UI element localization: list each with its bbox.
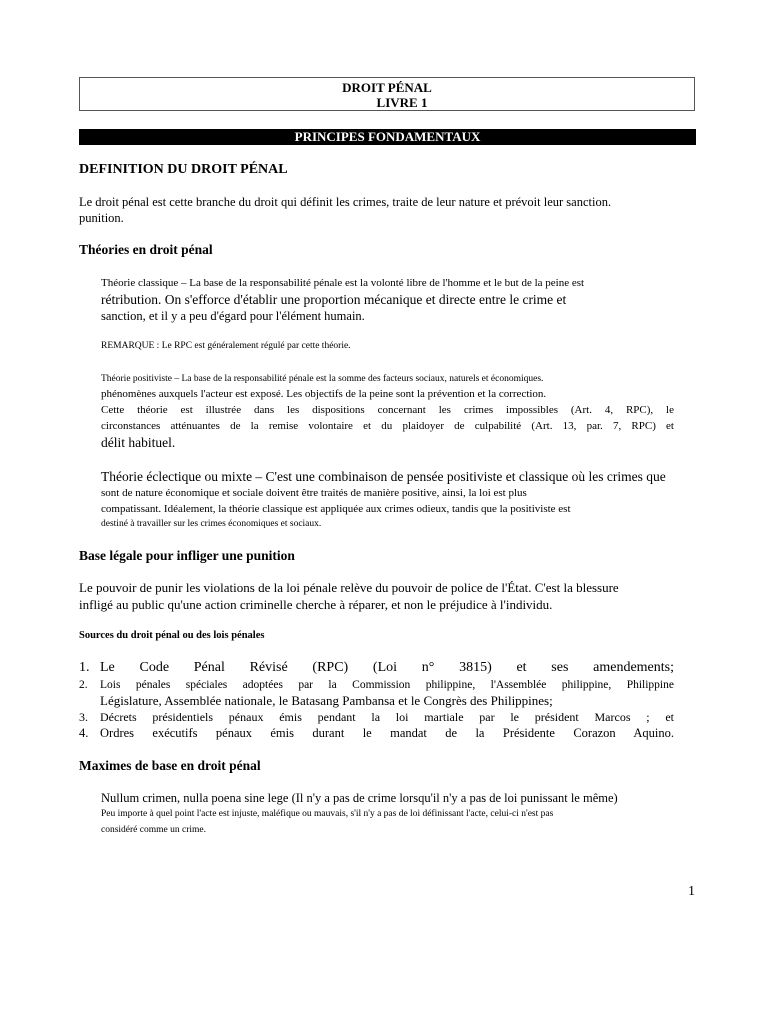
list-item-text: Ordres exécutifs pénaux émis durant le mandat de la Présidente Corazon Aquino.	[100, 726, 674, 740]
definition-paragraph	[79, 194, 699, 226]
definition-heading: DEFINITION DU DROIT PÉNAL	[79, 162, 288, 177]
eclectic-line-4: destiné à travailler sur les crimes économiques et sociaux.	[101, 519, 322, 529]
remark-note: REMARQUE : Le RPC est généralement régulé par cette théorie.	[101, 341, 351, 351]
definition-line-1: Le droit pénal est cette branche du droit qui définit les crimes, traite de leur nature et prévoit leur sanction.	[79, 195, 612, 209]
eclectic-line-1: Théorie éclectique ou mixte – C'est une combinaison de pensée positiviste et classique où les crimes que	[101, 469, 666, 484]
list-item-text: Le Code Pénal Révisé (RPC) (Loi n° 3815) et ses amendements;	[100, 660, 674, 675]
classic-line-1: Théorie classique – La base de la responsabilité pénale est la volonté libre de l'homme et le but de la peine est	[101, 277, 585, 289]
list-item-number: 3.	[79, 710, 88, 724]
list-item-number: 1.	[79, 660, 90, 675]
document-title: DROIT PÉNAL	[342, 80, 432, 95]
legal-basis-line-2: infligé au public qu'une action criminelle cherche à réparer, et non le préjudice à l'individu.	[79, 597, 553, 612]
maxim-line-2: Peu importe à quel point l'acte est injuste, maléfique ou mauvais, s'il n'y a pas de loi définissant l'acte, celui-ci n'est pas	[101, 809, 554, 819]
list-item	[79, 725, 674, 742]
title-box	[79, 77, 695, 111]
maxims-heading: Maximes de base en droit pénal	[79, 758, 261, 773]
sources-heading: Sources du droit pénal ou des lois pénales	[79, 630, 265, 641]
eclectic-theory-paragraph	[101, 468, 691, 531]
page-number: 1	[688, 884, 695, 899]
legal-basis-paragraph	[79, 579, 699, 613]
maxims-paragraph	[101, 790, 691, 838]
maxim-line-1: Nullum crimen, nulla poena sine lege (Il n'y a pas de crime lorsqu'il n'y a pas de loi punissant le même)	[101, 791, 618, 805]
document-subtitle: LIVRE 1	[376, 95, 428, 110]
section-banner: PRINCIPES FONDAMENTAUX	[79, 129, 696, 145]
eclectic-line-3: compatissant. Idéalement, la théorie classique est appliquée aux crimes odieux, tandis que la positiviste est	[101, 503, 571, 515]
positivist-line-2: phénomènes auxquels l'acteur est exposé. Les objectifs de la peine sont la prévention et la correction.	[101, 388, 547, 400]
theories-heading: Théories en droit pénal	[79, 242, 213, 257]
classic-theory-paragraph	[101, 275, 691, 324]
list-item-number: 2.	[79, 679, 88, 691]
list-item-text-continued: Législature, Assemblée nationale, le Batasang Pambansa et le Congrès des Philippines;	[100, 693, 553, 708]
definition-line-2: punition.	[79, 211, 124, 225]
positivist-line-4: circonstances atténuantes de la remise volontaire et du plaidoyer de culpabilité (Art. 13, par. 7, RPC) et	[101, 420, 674, 432]
classic-line-3: sanction, et il y a peu d'égard pour l'élément humain.	[101, 309, 365, 323]
positivist-theory-paragraph	[101, 372, 674, 451]
list-item-number: 4.	[79, 726, 89, 740]
sources-list	[79, 658, 674, 742]
classic-line-2: rétribution. On s'efforce d'établir une proportion mécanique et directe entre le crime et	[101, 292, 567, 307]
positivist-line-1: Théorie positiviste – La base de la responsabilité pénale est la somme des facteurs sociaux, naturels et économiques.	[101, 374, 544, 384]
list-item-text: Lois pénales spéciales adoptées par la Commission philippine, l'Assemblée philippine, Philippine	[100, 679, 674, 691]
list-item	[79, 658, 674, 677]
positivist-line-3: Cette théorie est illustrée dans les dispositions concernant les crimes impossibles (Art. 4, RPC), le	[101, 404, 674, 416]
list-item-text: Décrets présidentiels pénaux émis pendant la loi martiale par le président Marcos ; et	[100, 710, 674, 724]
legal-basis-heading: Base légale pour infliger une punition	[79, 548, 295, 563]
maxim-line-3: considéré comme un crime.	[101, 825, 206, 835]
eclectic-line-2: sont de nature économique et sociale doivent être traités de manière positive, ainsi, la loi est plus	[101, 487, 527, 499]
list-item	[79, 709, 674, 725]
positivist-line-5: délit habituel.	[101, 435, 176, 450]
list-item	[79, 677, 674, 709]
legal-basis-line-1: Le pouvoir de punir les violations de la loi pénale relève du pouvoir de police de l'État. C'est la blessure	[79, 580, 619, 595]
